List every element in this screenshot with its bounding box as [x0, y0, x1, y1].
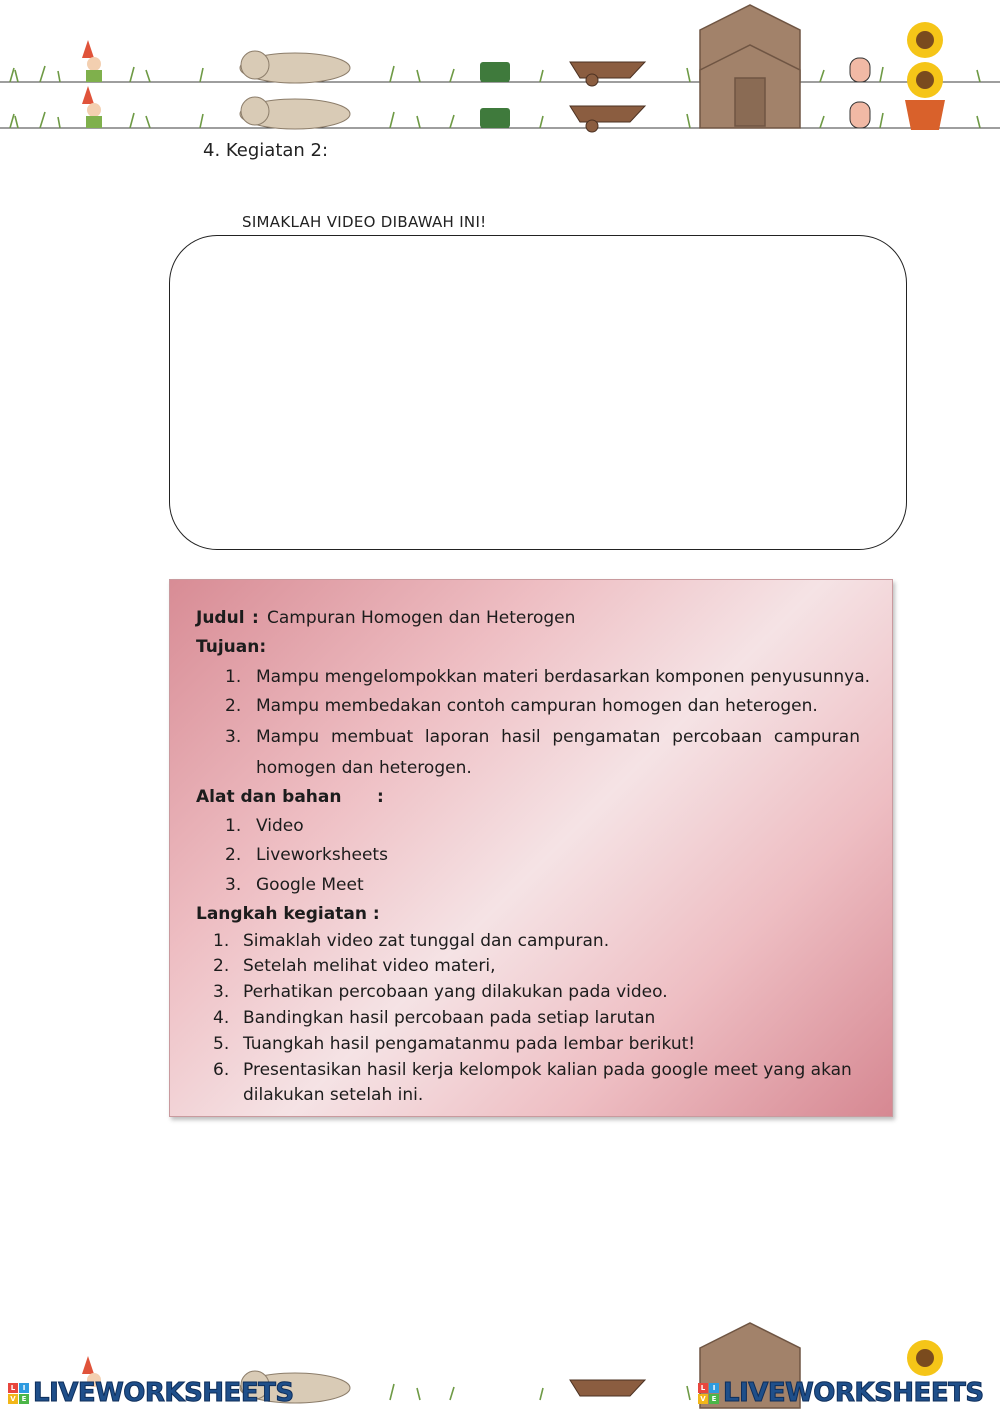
video-frame[interactable]	[169, 235, 907, 550]
live-blocks-icon	[698, 1383, 719, 1404]
live-blocks-icon	[8, 1383, 29, 1404]
activity-info-box	[169, 579, 893, 1117]
tujuan-item-3-cont: homogen dan heterogen.	[256, 758, 472, 778]
logo-block-i: I	[709, 1383, 719, 1393]
logo-block-e: E	[19, 1394, 29, 1404]
sunflower-icon	[907, 1340, 943, 1376]
langkah-item-5: Tuangkah hasil pengamatanmu pada lembar berikut!	[243, 1034, 696, 1054]
tujuan-item-3: Mampu membuat laporan hasil pengamatan percobaan campuran	[256, 727, 860, 747]
langkah-label: Langkah kegiatan :	[196, 904, 380, 924]
sleeping-dog-icon	[240, 51, 350, 129]
logo-text-right: LIVEWORKSHEETS	[723, 1378, 984, 1408]
grass-row-icon	[390, 1384, 690, 1400]
tujuan-label: Tujuan:	[196, 637, 267, 657]
judul-value: Campuran Homogen dan Heterogen	[267, 608, 576, 628]
gnome-icon	[82, 40, 102, 128]
alat-item-2: Liveworksheets	[256, 845, 388, 865]
langkah-num-5: 5.	[213, 1034, 230, 1054]
alat-num-1: 1.	[225, 816, 242, 836]
alat-label: Alat dan bahan	[196, 787, 342, 807]
langkah-item-1: Simaklah video zat tunggal dan campuran.	[243, 931, 610, 951]
judul-colon: :	[252, 608, 259, 628]
langkah-num-4: 4.	[213, 1008, 230, 1028]
judul-label: Judul	[196, 608, 245, 628]
langkah-item-6-cont: dilakukan setelah ini.	[243, 1085, 424, 1105]
wheelbarrow-icon	[570, 1380, 645, 1396]
liveworksheets-logo-left[interactable]	[8, 1376, 294, 1410]
langkah-num-2: 2.	[213, 956, 230, 976]
sunflower-icon	[905, 22, 945, 130]
langkah-item-3: Perhatikan percobaan yang dilakukan pada video.	[243, 982, 668, 1002]
tujuan-item-1: Mampu mengelompokkan materi berdasarkan komponen penyusunnya.	[256, 667, 871, 687]
langkah-item-4: Bandingkan hasil percobaan pada setiap larutan	[243, 1008, 656, 1028]
logo-block-l: L	[8, 1383, 18, 1393]
tujuan-num-1: 1.	[225, 667, 242, 687]
alat-num-3: 3.	[225, 875, 242, 895]
alat-colon: :	[377, 787, 384, 807]
watering-can-icon	[480, 62, 510, 128]
langkah-num-6: 6.	[213, 1060, 230, 1080]
logo-block-l: L	[698, 1383, 708, 1393]
alat-num-2: 2.	[225, 845, 242, 865]
section-title: 4. Kegiatan 2:	[203, 140, 329, 161]
alat-item-1: Video	[256, 816, 304, 836]
langkah-num-1: 1.	[213, 931, 230, 951]
wheelbarrow-icon	[570, 62, 645, 132]
langkah-item-2: Setelah melihat video materi,	[243, 956, 496, 976]
tujuan-num-3: 3.	[225, 727, 242, 747]
logo-block-e: E	[709, 1394, 719, 1404]
worm-icon	[850, 58, 870, 128]
instruction-text: SIMAKLAH VIDEO DIBAWAH INI!	[242, 213, 487, 231]
langkah-num-3: 3.	[213, 982, 230, 1002]
tujuan-num-2: 2.	[225, 696, 242, 716]
logo-block-v: V	[8, 1394, 18, 1404]
garden-border-top	[0, 0, 1000, 140]
logo-text-left: LIVEWORKSHEETS	[33, 1378, 294, 1408]
shed-icon	[700, 5, 800, 128]
tujuan-item-2: Mampu membedakan contoh campuran homogen dan heterogen.	[256, 696, 818, 716]
liveworksheets-logo-right[interactable]	[698, 1376, 984, 1410]
logo-block-v: V	[698, 1394, 708, 1404]
alat-item-3: Google Meet	[256, 875, 364, 895]
logo-block-i: I	[19, 1383, 29, 1393]
langkah-item-6: Presentasikan hasil kerja kelompok kalian pada google meet yang akan	[243, 1060, 852, 1080]
